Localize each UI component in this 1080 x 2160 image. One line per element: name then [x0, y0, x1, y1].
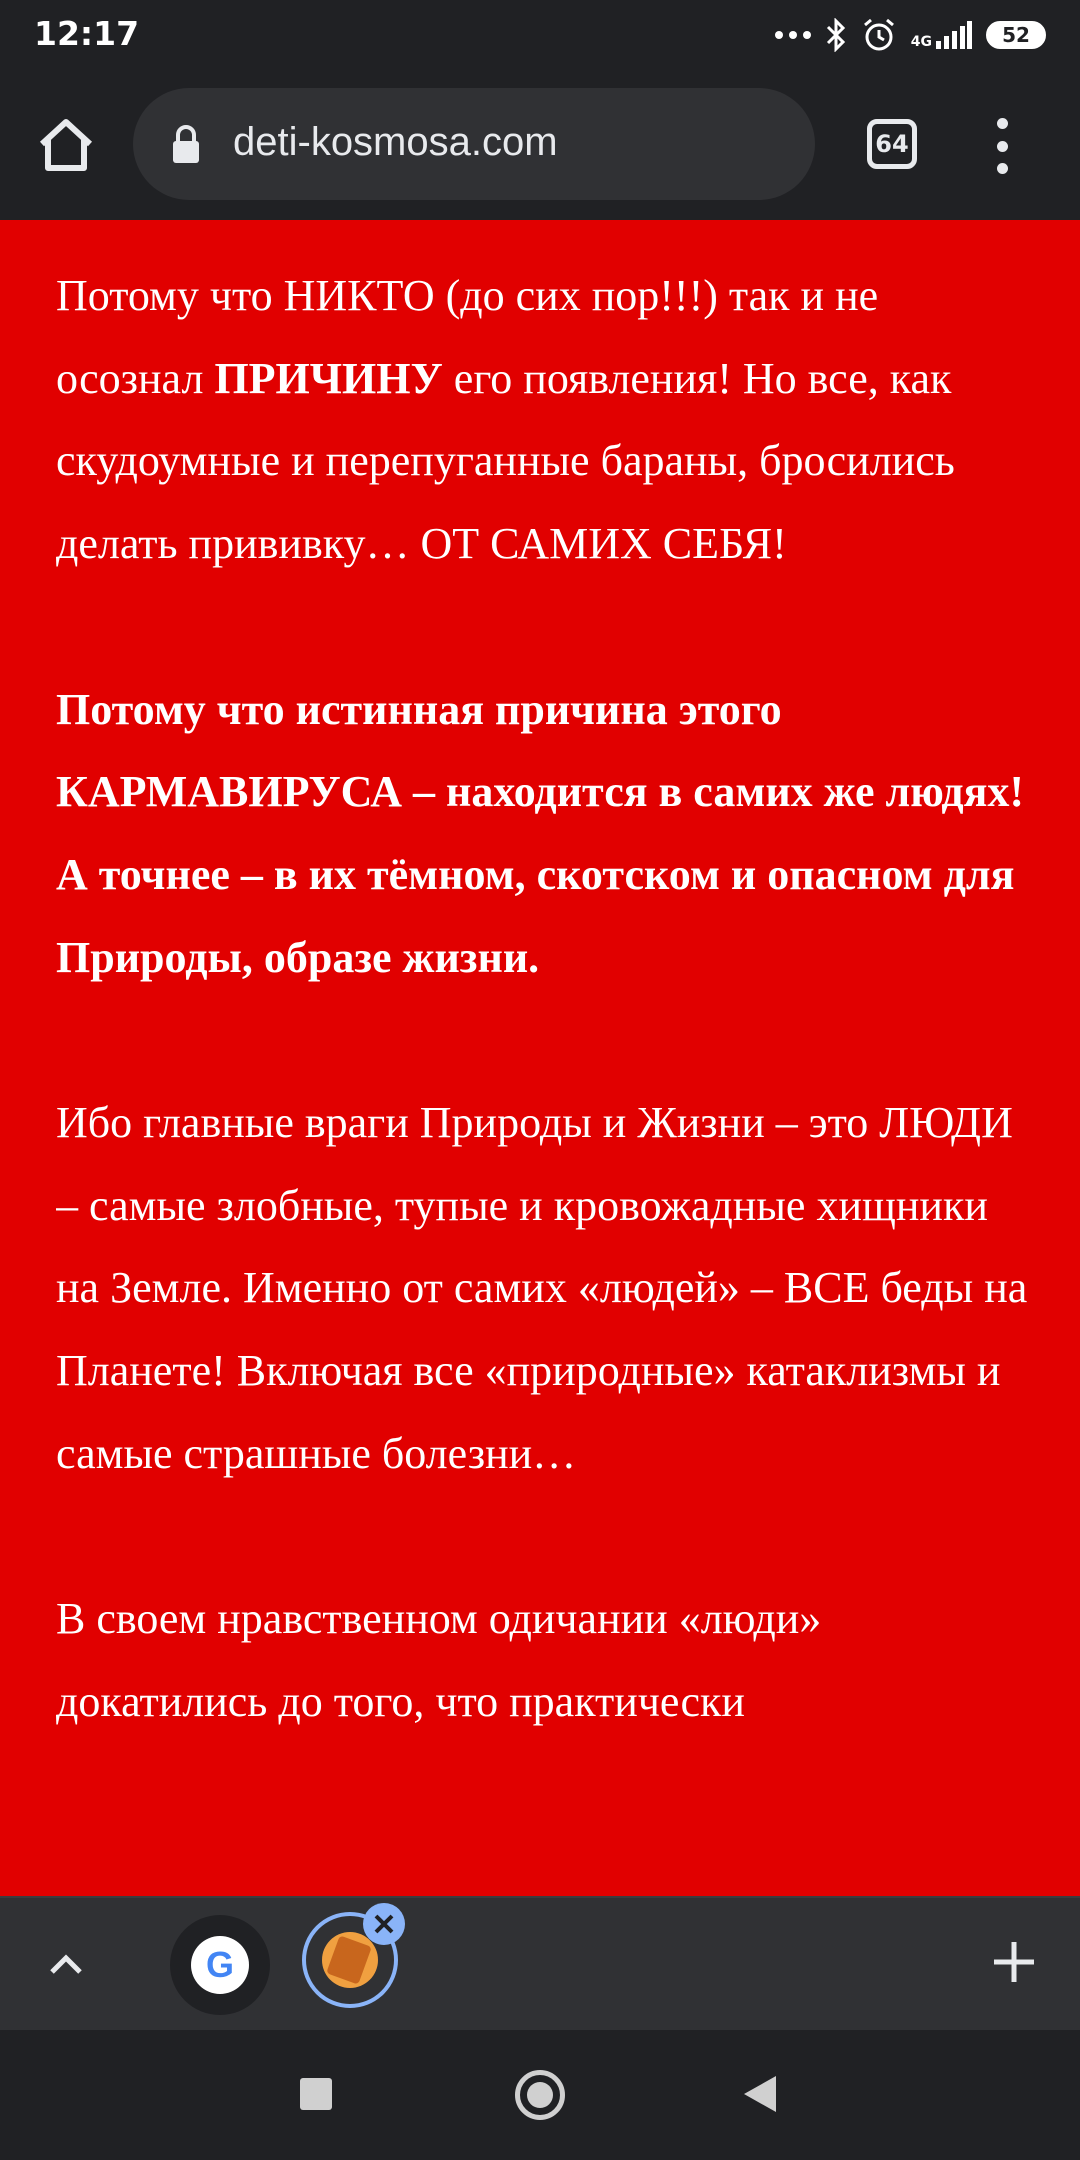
browser-toolbar — [0, 72, 1080, 220]
status-time: 12:17 — [34, 14, 140, 53]
tab-switcher-button[interactable]: 64 — [867, 119, 917, 169]
url-text: deti-kosmosa.com — [233, 120, 558, 164]
google-icon: G — [191, 1936, 249, 1994]
paragraph-1-text-b: его появления! Но все, как скудоумные и перепуганные бараны, бросились делать прививку… ОТ САМИХ СЕБЯ! — [56, 353, 955, 569]
status-icons — [775, 12, 1046, 58]
signal-indicator — [911, 21, 972, 49]
article-content — [56, 220, 1036, 1896]
signal-icon — [936, 21, 972, 49]
more-notifications-icon — [775, 31, 811, 39]
paragraph-2: Потому что истинная причина этого КАРМАВИРУСА – находится в самих же людях! А точнее – в их тёмном, скотском и опасном для Природы, образе жизни. — [56, 684, 1025, 982]
paragraph-1-text-a: Потому что НИКТО (до сих пор!!!) так и не осознал — [56, 271, 879, 403]
home-nav-icon[interactable] — [515, 2070, 565, 2120]
paragraph-4: В своем нравственном одичании «люди» докатились до того, что практически — [56, 1594, 822, 1726]
network-type: 4G — [910, 34, 932, 50]
tab-strip — [0, 1896, 1080, 2030]
bluetooth-icon — [825, 18, 847, 52]
recents-icon[interactable] — [300, 2078, 332, 2110]
chevron-up-icon[interactable] — [42, 1940, 90, 1988]
paragraph-1-bold: ПРИЧИНУ — [214, 353, 443, 403]
back-icon[interactable] — [742, 2074, 778, 2114]
paragraph-3: Ибо главные враги Природы и Жизни – это ЛЮДИ – самые злобные, тупые и кровожадные хищники на Земле. Именно от самих «людей» – ВСЕ беды на Планете! Включая все «природные» катаклизмы и самые страшные болезни… — [56, 1098, 1028, 1478]
navigation-bar — [0, 2030, 1080, 2160]
lock-icon — [171, 124, 201, 164]
status-bar — [0, 0, 1080, 72]
more-vert-icon[interactable] — [990, 114, 1014, 178]
plus-icon[interactable] — [990, 1938, 1038, 1986]
site-favicon — [322, 1932, 378, 1988]
battery-indicator: 52 — [986, 21, 1046, 49]
address-bar[interactable] — [133, 88, 815, 200]
close-icon[interactable] — [363, 1903, 405, 1945]
alarm-icon — [861, 17, 897, 53]
home-icon[interactable] — [34, 114, 98, 178]
tab-google[interactable] — [170, 1915, 270, 2015]
paragraph-1 — [56, 255, 1036, 586]
